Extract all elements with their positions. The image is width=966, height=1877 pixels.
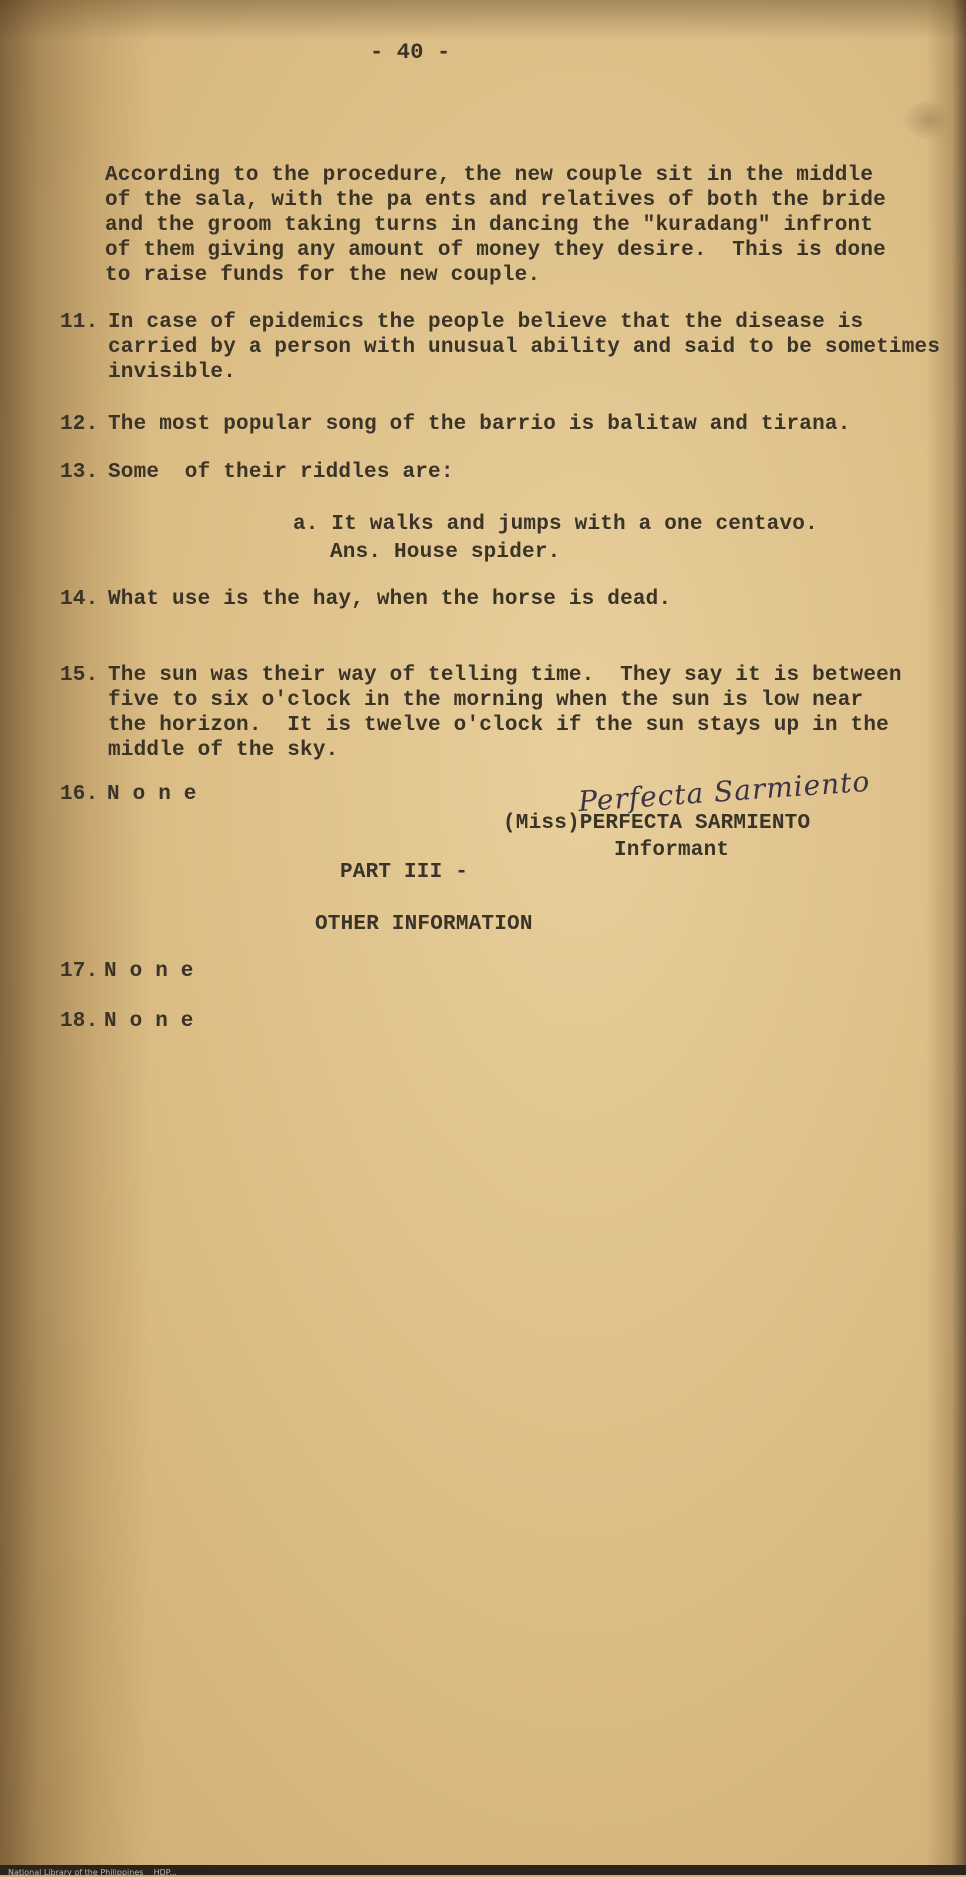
item-11-line-3: invisible. [108,361,237,384]
item-15-line-3: the horizon. It is twelve o'clock if the sun stays up in the [108,714,889,737]
riddle-answer: Ans. House spider. [330,541,561,564]
item-15-number: 15. [60,664,99,687]
informant-name: (Miss)PERFECTA SARMIENTO [503,812,811,835]
intro-line-1: According to the procedure, the new couple sit in the middle [105,164,874,187]
item-15-line-4: middle of the sky. [108,739,339,762]
item-14-number: 14. [60,588,99,611]
part-heading: PART III - [340,861,469,884]
intro-line-4: of them giving any amount of money they desire. This is done [105,239,886,262]
informant-role: Informant [614,839,730,862]
item-18-number: 18. [60,1010,99,1033]
item-11-number: 11. [60,311,99,334]
item-11-line-2: carried by a person with unusual ability and said to be sometimes [108,336,941,359]
item-13-number: 13. [60,461,99,484]
item-12-number: 12. [60,413,99,436]
item-15-line-2: five to six o'clock in the morning when the sun is low near [108,689,864,712]
intro-line-5: to raise funds for the new couple. [105,264,541,287]
item-15-line-1: The sun was their way of telling time. They say it is between [108,664,902,687]
paper-stain [904,100,954,140]
item-17-number: 17. [60,960,99,983]
item-16-text: N o n e [107,783,197,806]
scan-caption: National Library of the Philippines HDP... [8,1868,177,1877]
intro-line-3: and the groom taking turns in dancing the "kuradang" infront [105,214,874,237]
item-12-text: The most popular song of the barrio is balitaw and tirana. [108,413,851,436]
handwritten-signature: Perfecta Sarmiento [577,764,872,819]
item-17-text: N o n e [104,960,194,983]
item-13-text: Some of their riddles are: [108,461,454,484]
section-heading: OTHER INFORMATION [315,913,533,936]
item-14-text: What use is the hay, when the horse is dead. [108,588,672,611]
item-11-line-1: In case of epidemics the people believe that the disease is [108,311,864,334]
item-16-number: 16. [60,783,99,806]
riddle-question: a. It walks and jumps with a one centavo. [293,513,818,536]
page-number: - 40 - [370,40,451,65]
intro-line-2: of the sala, with the pa ents and relatives of both the bride [105,189,886,212]
item-18-text: N o n e [104,1010,194,1033]
